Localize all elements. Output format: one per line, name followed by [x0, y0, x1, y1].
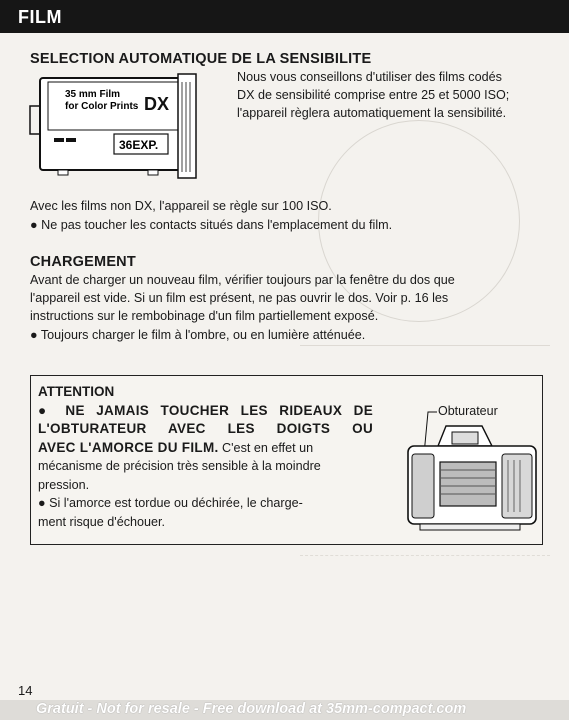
camera-back-illustration — [400, 404, 540, 538]
film-cartridge-illustration — [28, 72, 204, 180]
film-label-line1: 35 mm Film — [65, 89, 121, 100]
header-bar — [0, 0, 569, 33]
loading-heading: CHARGEMENT — [30, 254, 136, 270]
loading-paragraph — [30, 271, 550, 344]
obturateur-label: Obturateur — [438, 404, 498, 418]
film-exposures: 36EXP. — [119, 138, 159, 152]
attention-warning-line: AVEC L'AMORCE DU FILM. — [38, 439, 219, 455]
contacts-note: ● Ne pas toucher les contacts situés dans l'emplacement du film. — [30, 218, 393, 232]
loading-line: instructions sur le rembobinage d'un film partiellement exposé. — [30, 309, 379, 324]
attention-line: ment risque d'échouer. — [38, 514, 166, 529]
attention-continuation: C'est en effet un — [218, 440, 314, 455]
dx-line: l'appareil règlera automatiquement la sensibilité. — [237, 106, 507, 121]
footer-bar — [0, 700, 569, 720]
attention-text — [38, 383, 373, 531]
footer-text: Gratuit - Not for resale - Free download at 35mm-compact.com — [36, 701, 467, 717]
attention-warning-line: L'OBTURATEUR AVEC LES DOIGTS OU — [38, 421, 373, 436]
attention-warning-line: ● NE JAMAIS TOUCHER LES RIDEAUX DE — [38, 402, 373, 418]
bleed-through-lines — [300, 555, 550, 636]
loading-line: ● Toujours charger le film à l'ombre, ou en lumière atténuée. — [30, 327, 366, 342]
dx-line: Nous vous conseillons d'utiliser des films codés — [237, 70, 502, 84]
attention-line: ● Si l'amorce est tordue ou déchirée, le charge- — [38, 496, 303, 510]
attention-heading: ATTENTION — [38, 384, 115, 399]
dx-line: DX de sensibilité comprise entre 25 et 5000 ISO; — [237, 88, 510, 103]
page-title: FILM — [18, 7, 62, 27]
loading-line: Avant de charger un nouveau film, vérifier toujours par la fenêtre du dos que — [30, 273, 455, 287]
film-label-line2: for Color Prints — [65, 101, 139, 112]
loading-line: l'appareil est vide. Si un film est présent, ne pas ouvrir le dos. Voir p. 16 les — [30, 291, 449, 306]
attention-line: mécanisme de précision très sensible à la moindre — [38, 459, 321, 473]
dx-paragraph — [237, 68, 549, 123]
dx-logo: DX — [144, 94, 170, 114]
non-dx-note: Avec les films non DX, l'appareil se règle sur 100 ISO. — [30, 199, 332, 213]
page-number: 14 — [18, 683, 33, 698]
dx-heading: SELECTION AUTOMATIQUE DE LA SENSIBILITE — [30, 51, 372, 67]
attention-line: pression. — [38, 477, 90, 492]
